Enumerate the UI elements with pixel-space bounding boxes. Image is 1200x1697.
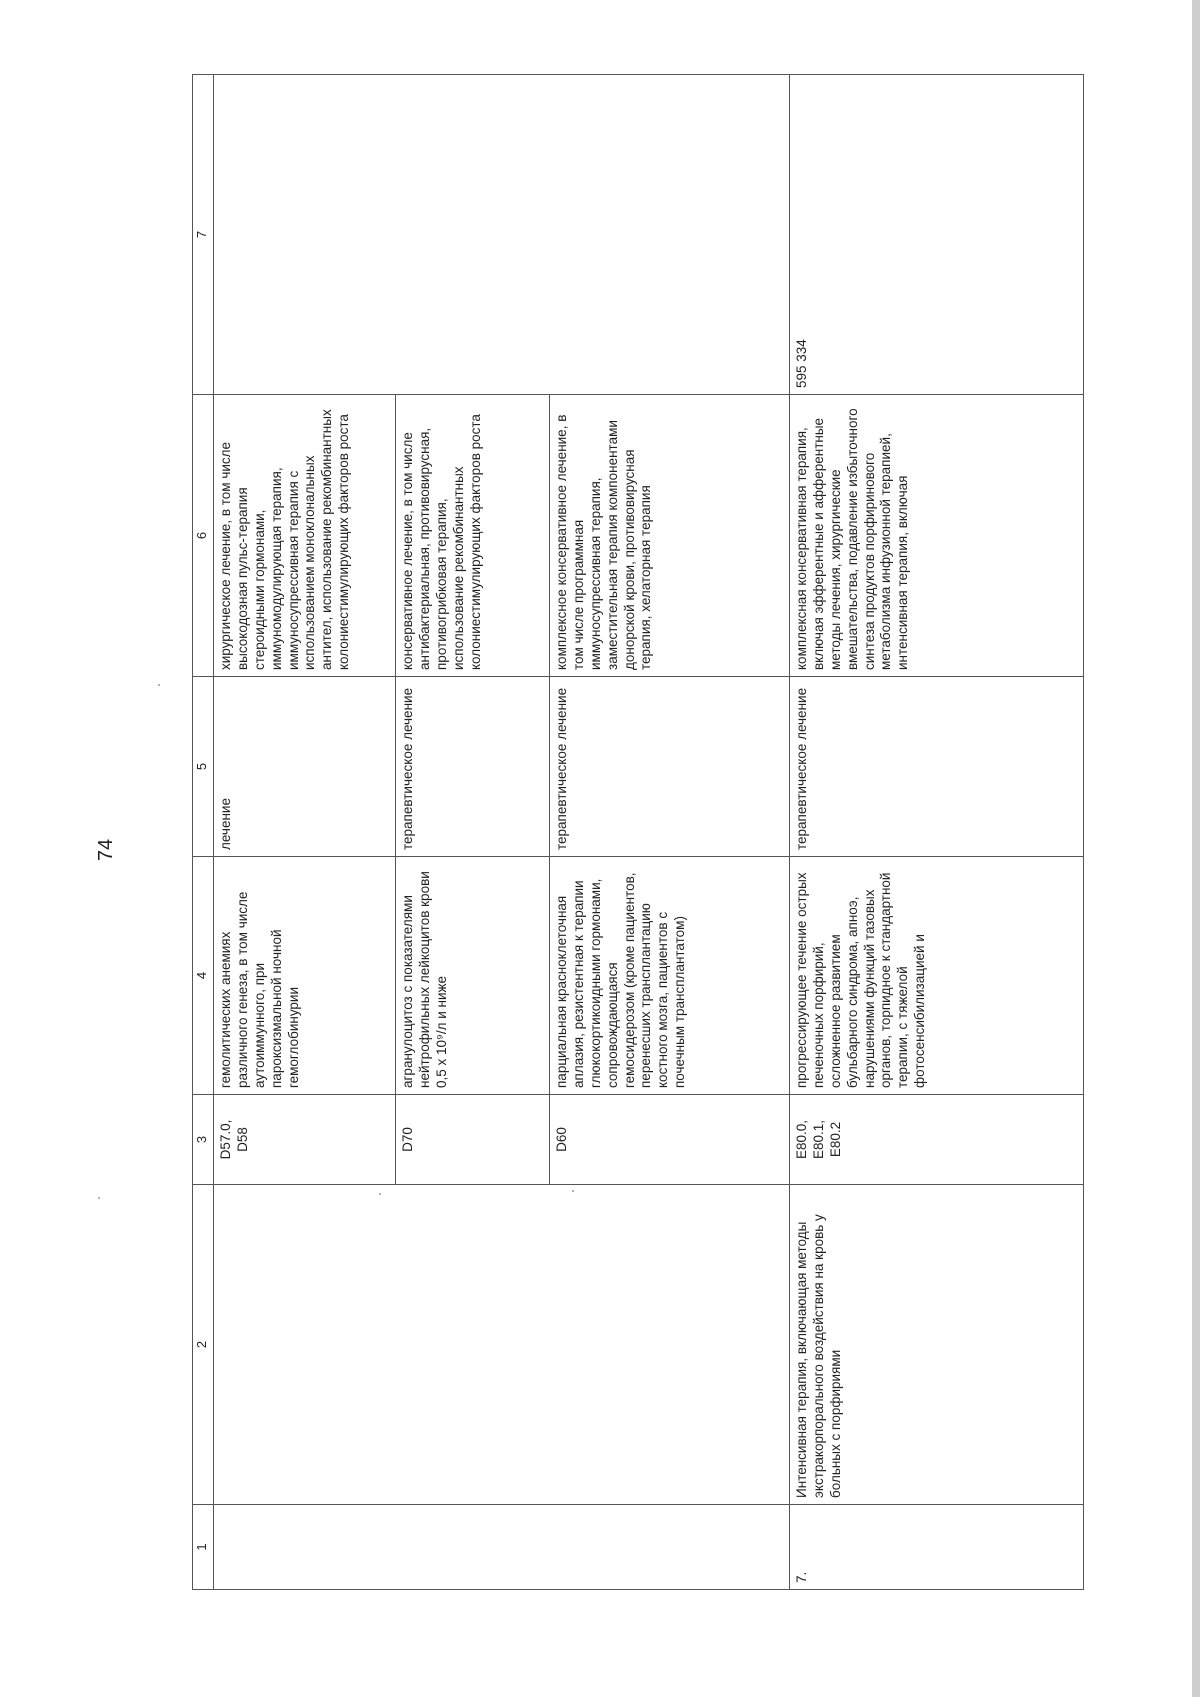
- scan-speck: [158, 684, 160, 686]
- row-number-cell: [396, 1505, 550, 1590]
- header-row: [193, 75, 214, 1590]
- table-row: [396, 75, 550, 1590]
- patient-model-cell: гемолитических анемиях различного генеза, в том числе аутоиммунного, при пароксизмальной ночной гемоглобинурии: [214, 857, 396, 1095]
- icd-code-cell: D60: [550, 1095, 790, 1185]
- scan-speck: [379, 1193, 381, 1195]
- table-row: [790, 75, 1084, 1590]
- treatment-name-cell: [550, 1185, 790, 1505]
- table-row: [550, 75, 790, 1590]
- patient-model-cell: агранулоцитоз с показателями нейтрофильных лейкоцитов крови 0,5 х 10⁹/л и ниже: [396, 857, 550, 1095]
- treatment-type-cell: терапевтическое лечение: [396, 677, 550, 857]
- treatment-type-cell: терапевтическое лечение: [790, 677, 1084, 857]
- header-col-1: 1: [193, 1505, 214, 1590]
- header-col-2: 2: [193, 1185, 214, 1505]
- cost-cell: [396, 75, 550, 395]
- scan-speck: [98, 1197, 100, 1199]
- row-number-cell: [550, 1505, 790, 1590]
- treatment-name-cell: [396, 1185, 550, 1505]
- scan-speck: [572, 1190, 574, 1192]
- cost-cell: [214, 75, 396, 395]
- treatment-type-cell: терапевтическое лечение: [550, 677, 790, 857]
- treatment-method-cell: комплексное консервативное лечение, в том числе программная иммуносупрессивная терапия, заместительная терапия компонентами донорской крови, противовирусная терапия, хелаторная терапия: [550, 395, 790, 677]
- header-col-3: 3: [193, 1095, 214, 1185]
- icd-code-cell: D70: [396, 1095, 550, 1185]
- patient-model-cell: парциальная красноклеточная аплазия, резистентная к терапии глюкокортикоидными гормонами, сопровождающаяся гемосидерозом (кроме пациентов, перенесших трансплантацию костного мозга, пациентов с почечным трансплантатом): [550, 857, 790, 1095]
- table-row: [214, 75, 396, 1590]
- cost-cell: [550, 75, 790, 395]
- cost-cell: 595 334: [790, 75, 1084, 395]
- header-col-4: 4: [193, 857, 214, 1095]
- treatment-method-cell: комплексная консервативная терапия, включая эфферентные и афферентные методы лечения, хирургические вмешательства, подавление избыточного синтеза продуктов порфиринового метаболизма инфузионной терапией, интенсивная терапия, включая: [790, 395, 1084, 677]
- header-col-5: 5: [193, 677, 214, 857]
- row-number-cell: [214, 1505, 396, 1590]
- treatment-name-cell: [214, 1185, 396, 1505]
- treatment-name-cell: Интенсивная терапия, включающая методы экстракорпорального воздействия на кровь у больных с порфириями: [790, 1185, 1084, 1505]
- header-col-6: 6: [193, 395, 214, 677]
- icd-code-cell: E80.0, E80.1, E80.2: [790, 1095, 1084, 1185]
- icd-code-cell: D57.0, D58: [214, 1095, 396, 1185]
- treatment-table: [192, 74, 1084, 1590]
- treatment-method-cell: хирургическое лечение, в том числе высокодозная пульс-терапия стероидными гормонами, иммуномодулирующая терапия, иммуносупрессивная терапия с использованием моноклональных антител, использование рекомбинантных колониестимулирующих факторов роста: [214, 395, 396, 677]
- treatment-method-cell: консервативное лечение, в том числе антибактериальная, противовирусная, противогрибковая терапия, использование рекомбинантных колониестимулирующих факторов роста: [396, 395, 550, 677]
- treatment-type-cell: лечение: [214, 677, 396, 857]
- row-number-cell: 7.: [790, 1505, 1084, 1590]
- page-number: 74: [95, 838, 117, 862]
- header-col-7: 7: [193, 75, 214, 395]
- rotated-table-container: [192, 75, 1084, 1590]
- patient-model-cell: прогрессирующее течение острых печеночных порфирий, осложненное развитием бульбарного синдрома, апноэ, нарушениями функций тазовых органов, торпидное к стандартной терапии, с тяжелой фотосенсибилизацией и: [790, 857, 1084, 1095]
